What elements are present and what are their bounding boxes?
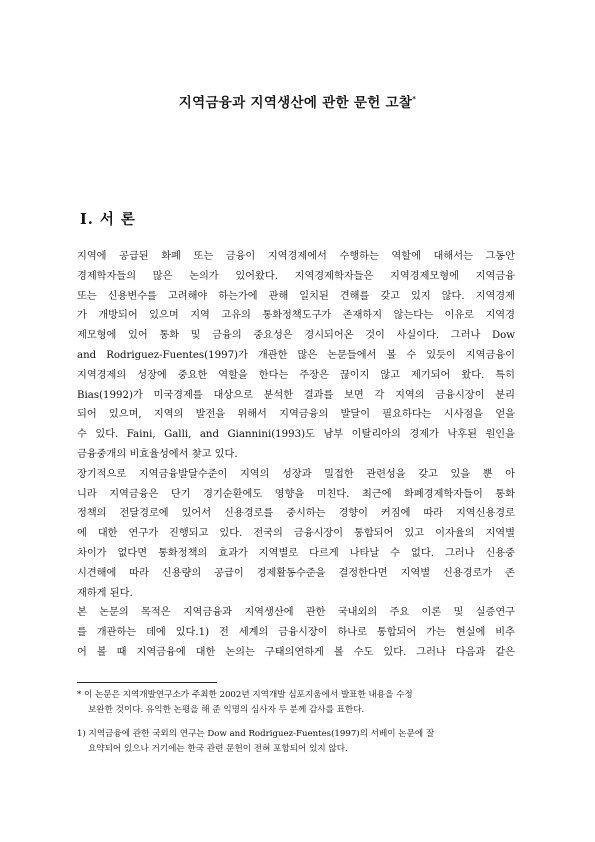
body-line: 제모형에 있어 통화 및 금융의 중요성은 경시되어온 것이 사실이다. 그러나 Dow [77, 330, 515, 342]
footnote-star [77, 688, 517, 717]
section-heading: I. 서 론 [80, 211, 136, 228]
body-line: 차이가 없다면 통화정책의 효과가 지역별로 다르게 나타날 수 없다. 그러나 신용중 [77, 547, 515, 559]
body-line: Bias(1992)가 미국경제를 대상으로 분석한 결과를 보면 각 지역의 금융시장이 분리 [77, 389, 515, 401]
body-line: 경제학자들의 많은 논의가 있어왔다. 지역경제학자들은 지역경제모형에 지역금융 [77, 270, 515, 282]
body-line: 에 대한 연구가 진행되고 있다. 전국의 금융시장이 통합되어 있고 이자율의 지역별 [77, 528, 515, 540]
body-line: 수 있다. Faini, Galli, and Giannini(1993)도 남부 이탈리아의 경제가 낙후된 원인을 [77, 429, 515, 441]
footnote-divider [77, 682, 217, 683]
body-line: 가 개방되어 있으며 지역 고유의 통화정책도구가 존재하지 않는다는 이유로 지역경 [77, 310, 515, 322]
body-line: 니라 지역금융은 단기 경기순환에도 영향을 미친다. 최근에 화폐경제학자들이 통화 [77, 488, 515, 500]
body-line: 금융중개의 비효율성에서 찾고 있다. [77, 448, 238, 460]
body-line: 정책의 전달경로에 있어서 신용경로를 중시하는 경향이 커짐에 따라 지역신용경로 [77, 508, 515, 520]
body-line: 본 논문의 목적은 지역금융과 지역생산에 관한 국내외의 주요 이론 및 실증연구 [77, 607, 515, 619]
body-line: 지역에 공급된 화폐 또는 금융이 지역경제에서 수행하는 역할에 대해서는 그동안 [77, 251, 515, 262]
body-line: 또는 신용변수를 고려해야 하는가에 관해 일치된 견해를 갖고 있지 않다. 지역경제 [77, 290, 515, 302]
footnote-1 [77, 727, 517, 756]
footnote-line: * 이 논문은 지역개발연구소가 주최한 2002년 지역개발 심포지움에서 발표한 내용을 수정 [77, 690, 413, 700]
body-line: 시견해에 따라 신용량의 공급이 경제활동수준을 결정한다면 지역별 신용경로가 존 [77, 567, 515, 579]
body-line: 어 볼 때 지역금융에 대한 논의는 구태의연하게 볼 수도 있다. 그러나 다음과 같은 [77, 646, 515, 658]
paper-title [0, 91, 595, 111]
body-line: 지역경제의 성장에 중요한 역할을 한다는 주장은 끊이지 않고 제기되어 왔다. 특히 [77, 369, 515, 381]
body-line: 장기적으로 지역금융발달수준이 지역의 성장과 밀접한 관련성을 갖고 있을 뿐 아 [77, 468, 515, 480]
body-line: and Rodriguez-Fuentes(1997)가 개관한 많은 논문들에서 볼 수 있듯이 지역금융이 [77, 349, 515, 361]
body-line: 재하게 된다. [77, 587, 133, 599]
body-line: 를 개관하는 데에 있다.1) 전 세계의 금융시장이 하나로 통합되어 가는 현실에 비추 [77, 627, 515, 639]
footnote-line: 보완한 것이다. 유익한 논평을 해 준 익명의 심사자 두 분께 감사를 표한다. [88, 704, 365, 715]
title-footnote-mark: * [412, 94, 417, 104]
footnote-line: 1) 지역금융에 관한 국외의 연구는 Dow and Rodriguez-Fuentes(1997)의 서베이 논문에 잘 [77, 729, 435, 739]
paper-title-text: 지역금융과 지역생산에 관한 문헌 고찰 [178, 95, 413, 111]
footnote-line: 요약되어 있으나 거기에는 한국 관련 문헌이 전혀 포함되어 있지 않다. [88, 743, 348, 754]
body-text [77, 247, 515, 663]
body-line: 되어 있으며, 지역의 발전을 위해서 지역금융의 발달이 필요하다는 시사점을 얻을 [77, 409, 515, 421]
